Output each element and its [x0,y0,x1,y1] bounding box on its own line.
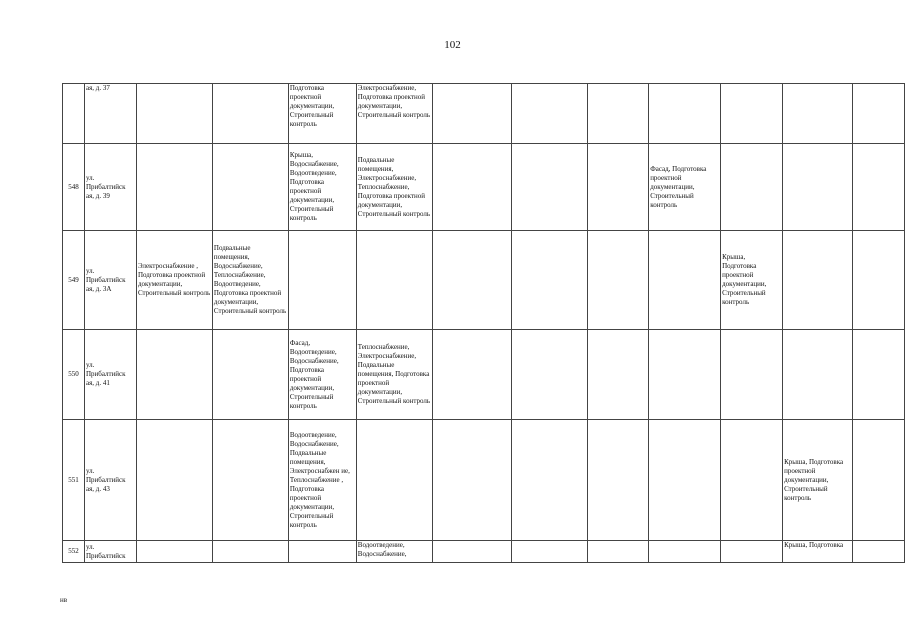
address-cell: ул. Прибалтийск ая, д. 3А [84,231,136,330]
work-cell: Крыша, Подготовка проектной документации, Строительный контроль [721,231,783,330]
work-cell [853,330,905,420]
work-cell: Подготовка проектной документации, Строительный контроль [288,84,356,144]
table-row [63,144,905,231]
work-cell [588,541,649,563]
work-cell [511,330,588,420]
work-cell [649,541,721,563]
work-cell: Крыша, Водоснабжение, Водоотведение, Подготовка проектной документации, Строительный контроль [288,144,356,231]
work-cell [511,420,588,541]
work-cell [853,541,905,563]
work-cell: Электроснабжение , Подготовка проектной документации, Строительный контроль [136,231,212,330]
work-cell [511,231,588,330]
work-cell [853,84,905,144]
row-number-cell: 548 [63,144,85,231]
work-cell [511,84,588,144]
work-cell [136,84,212,144]
work-cell [721,144,783,231]
work-cell [136,144,212,231]
work-cell: Фасад, Водоотведение, Водоснабжение, Подготовка проектной документации, Строительный контроль [288,330,356,420]
work-cell [783,231,853,330]
work-cell [212,84,288,144]
work-cell [783,330,853,420]
work-cell [783,84,853,144]
work-cell [432,420,511,541]
address-cell: ая, д. 37 [84,84,136,144]
work-cell [649,330,721,420]
work-cell: Крыша, Подготовка [783,541,853,563]
work-cell [288,231,356,330]
work-cell [853,144,905,231]
work-cell [588,420,649,541]
work-cell: Теплоснабжение, Электроснабжение, Подвальные помещения, Подготовка проектной документации, Строительный контроль [356,330,432,420]
work-cell [432,541,511,563]
page-number: 102 [444,39,461,51]
work-cell: Водоотведение, Водоснабжение, [356,541,432,563]
work-cell: Подвальные помещения, Электроснабжение, Теплоснабжение, Подготовка проектной документации, Строительный контроль [356,144,432,231]
address-cell: ул. Прибалтийск [84,541,136,563]
work-cell: Фасад, Подготовка проектной документации, Строительный контроль [649,144,721,231]
address-cell: ул. Прибалтийск ая, д. 43 [84,420,136,541]
work-cell [212,541,288,563]
work-cell [432,84,511,144]
work-cell [783,144,853,231]
work-cell [588,231,649,330]
work-cell [511,541,588,563]
footer-mark: нв [60,596,68,604]
row-number-cell: 550 [63,330,85,420]
work-cell: Электроснабжение, Подготовка проектной документации, Строительный контроль [356,84,432,144]
work-cell [721,420,783,541]
work-cell [212,420,288,541]
row-number-cell: 552 [63,541,85,563]
work-cell [212,330,288,420]
work-cell: Крыша, Подготовка проектной документации, Строительный контроль [783,420,853,541]
work-cell [356,231,432,330]
work-cell [432,330,511,420]
work-cell [853,231,905,330]
work-cell [588,330,649,420]
work-cell [588,144,649,231]
work-cell [356,420,432,541]
work-cell [588,84,649,144]
table-row [63,231,905,330]
work-cell [853,420,905,541]
work-cell [721,330,783,420]
work-cell [511,144,588,231]
work-cell [649,84,721,144]
table-row [63,420,905,541]
work-cell [649,420,721,541]
table-row [63,330,905,420]
row-number-cell: 551 [63,420,85,541]
work-cell [721,84,783,144]
work-cell [136,330,212,420]
work-cell [212,144,288,231]
work-cell: Подвальные помещения, Водоснабжение, Теплоснабжение, Водоотведение, Подготовка проектной документации, Строительный контроль [212,231,288,330]
work-cell [432,231,511,330]
row-number-cell [63,84,85,144]
work-cell: Водоотведение, Водоснабжение, Подвальные помещения, Электроснабжен ие, Теплоснабжение , Подготовка проектной документации, Строительный контроль [288,420,356,541]
row-number-cell: 549 [63,231,85,330]
work-cell [288,541,356,563]
work-cell [136,420,212,541]
work-cell [432,144,511,231]
works-schedule-table [62,83,905,563]
table-row [63,541,905,563]
address-cell: ул. Прибалтийск ая, д. 41 [84,330,136,420]
address-cell: ул. Прибалтийск ая, д. 39 [84,144,136,231]
table-row [63,84,905,144]
work-cell [721,541,783,563]
work-cell [649,231,721,330]
work-cell [136,541,212,563]
